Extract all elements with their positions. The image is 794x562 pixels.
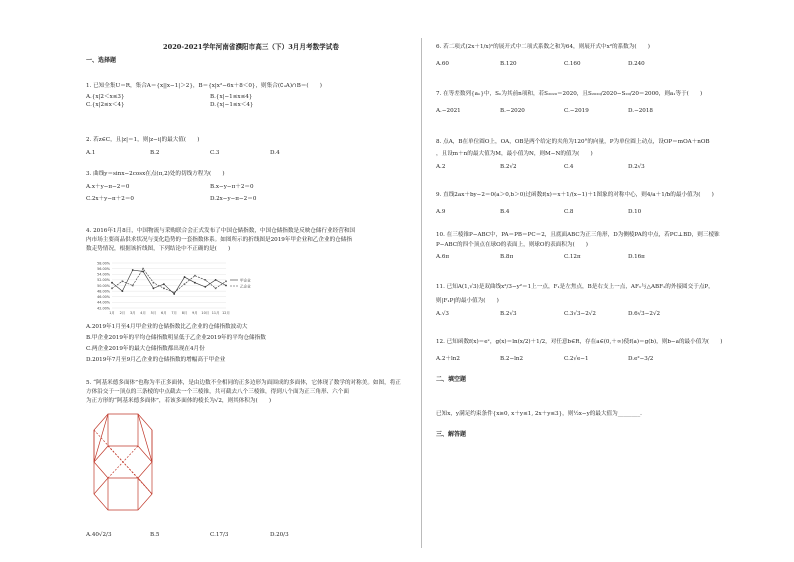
question-2-stem: 2. 若z∈C，且|z|＝1，则|z−i|的最大值( ) — [86, 137, 200, 143]
q10-option-b: B.8π — [500, 254, 514, 260]
q10-option-d: D.16π — [628, 254, 645, 260]
chart-point — [132, 269, 134, 271]
paper-title: 2020-2021学年河南省濮阳市高三（下）3月月考数学试卷 — [163, 43, 339, 51]
chart-point — [194, 282, 196, 284]
chart-point — [132, 285, 134, 287]
section-choice-heading: 一、选择题 — [86, 57, 117, 64]
chart-x-tick-label: 11月 — [211, 311, 220, 315]
q10-option-c: C.12π — [564, 254, 581, 260]
q6-option-b: B.120 — [500, 61, 517, 67]
q10-option-a: A.6π — [436, 254, 450, 260]
question-6-stem: 6. 若二项式(2x＋1/x)ⁿ的展开式中二项式系数之和为64，则展开式中x²的系数为( ) — [436, 44, 650, 50]
q9-option-b: B.4 — [500, 209, 510, 215]
chart-x-tick-label: 9月 — [192, 311, 198, 315]
q11-option-c: C.3√3−2√2 — [564, 311, 596, 317]
chart-x-tick-label: 1月 — [109, 311, 115, 315]
q9-option-d: D.10 — [628, 209, 642, 215]
question-1-stem: 1. 已知全集U＝R，集合A＝{x||x−1|＞2}，B＝{x|x²−6x＋8＜0}，则集合(∁ᵤA)∩B＝( ) — [86, 83, 322, 89]
chart-y-tick-label: 58.00% — [97, 261, 110, 266]
q7-option-c: C.−2019 — [564, 108, 589, 114]
chart-point — [111, 288, 113, 290]
q5-option-d: D.20/3 — [270, 532, 289, 538]
chart-legend-label: 乙企业 — [240, 284, 251, 289]
column-divider — [421, 38, 422, 548]
chart-point — [163, 288, 165, 290]
chart-x-tick-label: 2月 — [119, 311, 126, 315]
question-5-stem-line2: 方体沿交于一顶点的三条棱的中点截去一个三棱锥，共可截去八个三棱锥，得到八个面为正三角形、六个面 — [86, 389, 349, 395]
chart-point — [204, 286, 206, 288]
chart-point — [204, 279, 206, 281]
q3-option-c: C.2x＋y−π＋2＝0 — [86, 196, 134, 202]
chart-y-tick-label: 52.00% — [97, 278, 110, 283]
q7-option-d: D.−2018 — [628, 108, 653, 114]
q8-option-a: A.2 — [436, 164, 446, 170]
section-fill-heading: 二、填空题 — [436, 376, 467, 383]
question-9-stem: 9. 直线2ax＋by−2＝0(a＞0,b＞0)过函数f(x)＝x＋1/(x−1)＋1图象的对称中心，则4/a＋1/b的最小值为( ) — [436, 192, 714, 198]
q9-option-a: A.9 — [436, 209, 446, 215]
q5-option-b: B.5 — [150, 532, 160, 538]
chart-x-tick-label: 6月 — [161, 311, 167, 315]
chart-point — [122, 280, 124, 282]
chart-point — [215, 279, 217, 281]
chart-point — [215, 288, 217, 290]
q6-option-a: A.60 — [436, 61, 449, 67]
chart-y-tick-label: 56.00% — [97, 266, 110, 271]
q12-option-d: D.e²−3/2 — [628, 356, 654, 362]
q1-option-d: D.{x|−1≤x＜4} — [210, 102, 254, 108]
chart-x-tick-label: 7月 — [171, 311, 177, 315]
chart-point — [225, 280, 227, 282]
chart-point — [194, 275, 196, 277]
q1-option-b: B.{x|−1≤x≤4} — [210, 94, 253, 100]
q7-option-b: B.−2020 — [500, 108, 525, 114]
q4-option-b: B.甲企业2019年的平均仓储指数明显低于乙企业2019年的平均仓储指数 — [86, 335, 266, 341]
q2-option-b: B.2 — [150, 150, 160, 156]
question-10-stem-line1: 10. 在三棱锥P−ABC中，PA＝PB＝PC＝2，且底面ABC为正三角形，D为侧棱PA的中点，若PC⊥BD，则三棱锥 — [436, 232, 720, 238]
chart-point — [142, 268, 144, 270]
chart-point — [163, 283, 165, 285]
q12-option-c: C.2√e−1 — [564, 356, 589, 362]
chart-x-tick-label: 12月 — [222, 311, 230, 315]
q2-option-d: D.4 — [270, 150, 280, 156]
section-solve-heading: 三、解答题 — [436, 431, 467, 438]
fill-question-text: 已知x，y满足约束条件{x≥0, x＋y≤1, 2x＋y≤3}，则½x−y的最大值为________. — [436, 411, 642, 417]
warehouse-index-line-chart — [86, 260, 256, 318]
q2-option-a: A.1 — [86, 150, 96, 156]
q6-option-d: D.240 — [628, 61, 645, 67]
q3-option-b: B.x−y−π＋2＝0 — [210, 184, 254, 190]
chart-y-tick-label: 42.00% — [97, 306, 110, 311]
question-12-stem: 12. 已知函数f(x)＝eˣ，g(x)＝ln(x/2)＋1/2，对任意b∈R，存在a∈(0,＋∞)使f(a)＝g(b)，则b−a的最小值为( ) — [436, 339, 723, 345]
q6-option-c: C.160 — [564, 61, 581, 67]
q1-option-a: A.{x|2＜x≤3} — [86, 94, 125, 100]
q8-option-d: D.2√3 — [628, 164, 645, 170]
q2-option-c: C.3 — [210, 150, 220, 156]
question-4-stem-line3: 数走势情况，根据该折线图，下列结论中不正确的是( ) — [86, 246, 231, 252]
chart-x-tick-label: 4月 — [140, 311, 146, 315]
chart-point — [153, 282, 155, 284]
q3-option-d: D.2x−y−π−2＝0 — [210, 196, 257, 202]
chart-point — [225, 285, 227, 287]
q12-option-a: A.2＋ln2 — [436, 356, 460, 362]
question-5-stem-line3: 为正方形的“阿基米德多面体”，若该多面体的棱长为√2，则其体积为( ) — [86, 398, 272, 404]
chart-point — [173, 292, 175, 294]
chart-legend-label: 甲企业 — [240, 278, 251, 283]
chart-y-tick-label: 44.00% — [97, 300, 110, 305]
chart-x-tick-label: 3月 — [129, 311, 136, 315]
chart-y-tick-label: 46.00% — [97, 295, 110, 300]
question-11-stem-line2: 则|F₁P|的最小值为( ) — [436, 298, 499, 304]
chart-x-tick-label: 8月 — [181, 311, 188, 315]
q3-option-a: A.x＋y−π−2＝0 — [86, 184, 130, 190]
question-7-stem: 7. 在等差数列{aₙ}中，Sₙ为其前n项和，若S₂₀₂₀＝2020，且S₂₀₂₀/2020−S₂₀/20＝2000，则a₁等于( ) — [436, 91, 703, 97]
question-4-stem-line1: 4. 2016年1月8日，中国物流与采购联合会正式发布了中国仓储指数，中国仓储指数是反映仓储行业经营和国 — [86, 228, 356, 234]
chart-x-tick-label: 5月 — [150, 311, 157, 315]
q11-option-b: B.2√3 — [500, 311, 517, 317]
chart-y-tick-label: 54.00% — [97, 272, 110, 277]
chart-y-tick-label: 48.00% — [97, 289, 110, 294]
q5-option-a: A.40√2/3 — [86, 532, 112, 538]
question-11-stem-line1: 11. 已知A(1,√3)是双曲线x²/3−y²＝1上一点，F₁是左焦点，B是右支上一点，AF₁与△ABF₁的外接圆交于点P， — [436, 284, 714, 290]
chart-point — [153, 287, 155, 289]
chart-point — [184, 283, 186, 285]
chart-point — [184, 276, 186, 278]
question-5-stem-line1: 5. “阿基米德多面体”也称为半正多面体，是由边数不全相同的正多边形为面围成的多面体，它体现了数学的对称美。如图，将正 — [86, 380, 401, 386]
chart-point — [111, 282, 113, 284]
q7-option-a: A.−2021 — [436, 108, 461, 114]
question-8-stem-line2: ，且设m＋n的最大值为M，最小值为N，则M−N的值为( ) — [436, 151, 593, 157]
q8-option-b: B.2√2 — [500, 164, 517, 170]
archimedean-polyhedron-figure — [90, 410, 156, 514]
chart-y-tick-label: 50.00% — [97, 283, 110, 288]
question-3-stem: 3. 曲线y＝sinx−2cosx在点(π,2)处的切线方程为( ) — [86, 171, 225, 177]
q8-option-c: C.4 — [564, 164, 574, 170]
q11-option-d: D.6√3−2√2 — [628, 311, 661, 317]
q4-option-a: A.2019年1月至4月甲企业的仓储指数比乙企业的仓储指数波动大 — [86, 324, 248, 330]
q11-option-a: A.√3 — [436, 311, 449, 317]
q5-option-c: C.17/3 — [210, 532, 229, 538]
question-4-stem-line2: 内市场主要商品供求状况与变化趋势的一套指数体系。如图所示的折线图是2019年甲企业和乙企业的仓储指 — [86, 237, 352, 243]
chart-point — [142, 271, 144, 273]
q4-option-c: C.两企业2019年的最大仓储指数都出现在4月份 — [86, 346, 205, 352]
q4-option-d: D.2019年7月至9月乙企业的仓储指数的增幅高于甲企业 — [86, 357, 226, 363]
question-10-stem-line2: P−ABC的四个顶点在球O的表面上，则球O的表面积为( ) — [436, 242, 588, 248]
q1-option-c: C.{x|2≤x＜4} — [86, 102, 125, 108]
q12-option-b: B.2−ln2 — [500, 356, 524, 362]
q9-option-c: C.8 — [564, 209, 574, 215]
chart-point — [121, 290, 123, 292]
question-8-stem-line1: 8. 点A，B在单位圆O上，OA，OB是两个给定的夹角为120°的向量，P为单位圆上动点，设OP＝mOA＋nOB — [436, 139, 710, 145]
chart-x-tick-label: 10月 — [201, 311, 210, 315]
